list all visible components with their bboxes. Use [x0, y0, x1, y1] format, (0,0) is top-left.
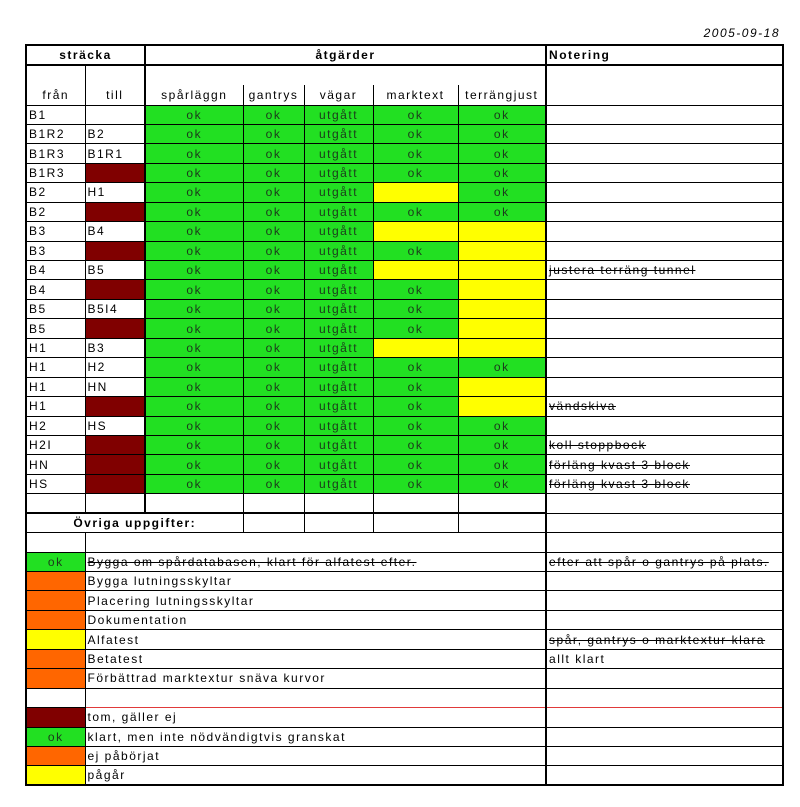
terrain-adjust-cell: ok — [458, 144, 546, 163]
from-cell: H2I — [26, 435, 85, 454]
to-cell: HN — [85, 377, 145, 396]
note-cell — [546, 280, 783, 299]
task-label: Placering lutningsskyltar — [85, 591, 546, 610]
ground-texture-cell: ok — [373, 163, 458, 182]
other-tasks-header-row — [26, 513, 783, 532]
empty-cell — [546, 533, 783, 552]
table-row — [26, 241, 783, 260]
track-laying-cell: ok — [145, 397, 243, 416]
road-cell: utgått — [304, 144, 373, 163]
note-cell — [546, 222, 783, 241]
to-cell: B5 — [85, 261, 145, 280]
column-header-track-laying: spårläggn — [145, 85, 243, 105]
track-laying-cell: ok — [145, 358, 243, 377]
task-row — [26, 552, 783, 571]
legend-row — [26, 708, 783, 727]
road-cell: utgått — [304, 319, 373, 338]
gantry-cell: ok — [243, 435, 304, 454]
legend-swatch — [26, 746, 85, 765]
gantry-cell: ok — [243, 261, 304, 280]
from-cell: B3 — [26, 241, 85, 260]
table-row — [26, 202, 783, 221]
terrain-adjust-cell — [458, 397, 546, 416]
road-cell: utgått — [304, 416, 373, 435]
to-cell — [85, 202, 145, 221]
column-header-terrain-adjust: terrängjust — [458, 85, 546, 105]
road-cell: utgått — [304, 241, 373, 260]
ground-texture-cell: ok — [373, 241, 458, 260]
task-note — [546, 669, 783, 688]
ground-texture-cell — [373, 338, 458, 357]
table-row — [26, 338, 783, 357]
to-cell: HS — [85, 416, 145, 435]
task-label: Bygga om spårdatabasen, klart för alfatest efter. — [85, 552, 546, 571]
section-header-row — [26, 45, 783, 65]
status-swatch — [26, 649, 85, 668]
from-cell: HS — [26, 474, 85, 493]
road-cell: utgått — [304, 163, 373, 182]
from-cell: H1 — [26, 397, 85, 416]
table-row — [26, 319, 783, 338]
track-laying-cell: ok — [145, 144, 243, 163]
track-laying-cell: ok — [145, 105, 243, 124]
task-note: efter att spår o gantrys på plats. — [546, 552, 783, 571]
note-cell — [546, 163, 783, 182]
note-cell — [546, 124, 783, 143]
track-laying-cell: ok — [145, 319, 243, 338]
track-laying-cell: ok — [145, 241, 243, 260]
from-cell: B4 — [26, 280, 85, 299]
gantry-cell: ok — [243, 319, 304, 338]
road-cell: utgått — [304, 474, 373, 493]
legend-label: ej påbörjat — [85, 746, 546, 765]
column-header-from: från — [26, 65, 85, 105]
track-laying-cell: ok — [145, 202, 243, 221]
to-cell — [85, 455, 145, 474]
spacer-row — [26, 494, 783, 513]
to-cell: B5I4 — [85, 299, 145, 318]
empty-cell — [546, 688, 783, 707]
gantry-cell: ok — [243, 202, 304, 221]
track-laying-cell: ok — [145, 261, 243, 280]
table-row — [26, 455, 783, 474]
task-label: Betatest — [85, 649, 546, 668]
empty-cell — [243, 494, 304, 513]
empty-cell — [458, 513, 546, 532]
gantry-cell: ok — [243, 474, 304, 493]
task-note: spår, gantrys o marktextur klara — [546, 630, 783, 649]
table-row — [26, 299, 783, 318]
note-cell — [546, 377, 783, 396]
road-cell: utgått — [304, 299, 373, 318]
from-cell: B1R3 — [26, 163, 85, 182]
note-cell — [546, 183, 783, 202]
task-label: Förbättrad marktextur snäva kurvor — [85, 669, 546, 688]
ground-texture-cell — [373, 222, 458, 241]
note-cell — [546, 338, 783, 357]
ground-texture-cell: ok — [373, 280, 458, 299]
terrain-adjust-cell: ok — [458, 358, 546, 377]
status-swatch — [26, 591, 85, 610]
note-cell: förläng kvast 3 block — [546, 455, 783, 474]
ground-texture-cell: ok — [373, 358, 458, 377]
ground-texture-cell: ok — [373, 202, 458, 221]
legend-row — [26, 746, 783, 765]
empty-cell — [26, 494, 85, 513]
note-cell — [546, 105, 783, 124]
ground-texture-cell: ok — [373, 474, 458, 493]
gantry-cell: ok — [243, 183, 304, 202]
from-cell: B1 — [26, 105, 85, 124]
table-row — [26, 358, 783, 377]
road-cell: utgått — [304, 397, 373, 416]
task-row — [26, 669, 783, 688]
ground-texture-cell: ok — [373, 377, 458, 396]
legend-swatch — [26, 766, 85, 785]
terrain-adjust-cell: ok — [458, 202, 546, 221]
ground-texture-cell: ok — [373, 416, 458, 435]
road-cell: utgått — [304, 105, 373, 124]
to-cell — [85, 241, 145, 260]
track-laying-cell: ok — [145, 435, 243, 454]
to-cell — [85, 435, 145, 454]
legend-label: klart, men inte nödvändigtvis granskat — [85, 727, 546, 746]
empty-cell — [85, 533, 546, 552]
task-row — [26, 591, 783, 610]
gantry-cell: ok — [243, 299, 304, 318]
to-cell — [85, 474, 145, 493]
from-cell: B5 — [26, 319, 85, 338]
road-cell: utgått — [304, 338, 373, 357]
status-swatch — [26, 572, 85, 591]
empty-cell — [26, 688, 85, 707]
legend-swatch: ok — [26, 727, 85, 746]
terrain-adjust-cell — [458, 222, 546, 241]
task-label: Dokumentation — [85, 610, 546, 629]
ground-texture-cell: ok — [373, 144, 458, 163]
legend-swatch — [26, 708, 85, 727]
terrain-adjust-cell: ok — [458, 455, 546, 474]
empty-cell — [546, 494, 783, 513]
track-laying-cell: ok — [145, 222, 243, 241]
task-row — [26, 630, 783, 649]
terrain-adjust-cell — [458, 241, 546, 260]
empty-cell — [546, 513, 783, 532]
to-cell: B4 — [85, 222, 145, 241]
road-cell: utgått — [304, 222, 373, 241]
empty-cell — [85, 688, 546, 707]
gantry-cell: ok — [243, 397, 304, 416]
gantry-cell: ok — [243, 241, 304, 260]
gantry-cell: ok — [243, 222, 304, 241]
from-cell: B1R2 — [26, 124, 85, 143]
terrain-adjust-cell: ok — [458, 105, 546, 124]
gantry-cell: ok — [243, 377, 304, 396]
table-row — [26, 397, 783, 416]
ground-texture-cell: ok — [373, 455, 458, 474]
table-row — [26, 105, 783, 124]
terrain-adjust-cell: ok — [458, 416, 546, 435]
spacer-row — [26, 688, 783, 707]
task-note — [546, 572, 783, 591]
empty-cell — [304, 494, 373, 513]
note-cell — [546, 416, 783, 435]
gantry-cell: ok — [243, 163, 304, 182]
table-row — [26, 474, 783, 493]
status-swatch — [26, 610, 85, 629]
to-cell: H2 — [85, 358, 145, 377]
task-note — [546, 610, 783, 629]
sheet-body — [26, 105, 783, 785]
empty-cell — [458, 494, 546, 513]
terrain-adjust-cell — [458, 261, 546, 280]
track-laying-cell: ok — [145, 280, 243, 299]
table-row — [26, 377, 783, 396]
from-cell: H1 — [26, 338, 85, 357]
to-cell: H1 — [85, 183, 145, 202]
gantry-cell: ok — [243, 338, 304, 357]
road-cell: utgått — [304, 358, 373, 377]
track-laying-cell: ok — [145, 416, 243, 435]
gantry-cell: ok — [243, 144, 304, 163]
gantry-cell: ok — [243, 455, 304, 474]
note-cell: koll stoppbock — [546, 435, 783, 454]
from-cell: B2 — [26, 183, 85, 202]
from-cell: H1 — [26, 358, 85, 377]
road-cell: utgått — [304, 202, 373, 221]
task-note: allt klart — [546, 649, 783, 668]
empty-cell — [85, 494, 145, 513]
task-label: Alfatest — [85, 630, 546, 649]
terrain-adjust-cell — [458, 319, 546, 338]
terrain-adjust-cell: ok — [458, 163, 546, 182]
road-cell: utgått — [304, 377, 373, 396]
road-cell: utgått — [304, 261, 373, 280]
from-cell: B1R3 — [26, 144, 85, 163]
ground-texture-cell — [373, 183, 458, 202]
track-laying-cell: ok — [145, 124, 243, 143]
header-spacer-row — [26, 65, 783, 85]
to-cell: B1R1 — [85, 144, 145, 163]
road-cell: utgått — [304, 183, 373, 202]
header-spacer — [145, 65, 546, 85]
note-cell: vändskiva — [546, 397, 783, 416]
empty-cell — [546, 727, 783, 746]
from-cell: B5 — [26, 299, 85, 318]
column-header-road: vägar — [304, 85, 373, 105]
status-swatch — [26, 630, 85, 649]
empty-cell — [546, 708, 783, 727]
note-cell — [546, 144, 783, 163]
note-cell — [546, 358, 783, 377]
task-row — [26, 649, 783, 668]
other-tasks-heading: Övriga uppgifter: — [26, 513, 243, 532]
track-laying-cell: ok — [145, 183, 243, 202]
note-cell — [546, 319, 783, 338]
legend-label: pågår — [85, 766, 546, 785]
section-header-atgarder: åtgärder — [145, 45, 546, 65]
from-cell: B3 — [26, 222, 85, 241]
task-row — [26, 572, 783, 591]
table-row — [26, 416, 783, 435]
road-cell: utgått — [304, 455, 373, 474]
from-cell: HN — [26, 455, 85, 474]
note-cell: justera terräng tunnel — [546, 261, 783, 280]
empty-cell — [546, 766, 783, 785]
empty-cell — [304, 513, 373, 532]
to-cell: B3 — [85, 338, 145, 357]
table-row — [26, 222, 783, 241]
terrain-adjust-cell: ok — [458, 474, 546, 493]
track-laying-cell: ok — [145, 455, 243, 474]
terrain-adjust-cell — [458, 299, 546, 318]
note-cell — [546, 241, 783, 260]
terrain-adjust-cell — [458, 280, 546, 299]
road-cell: utgått — [304, 435, 373, 454]
ground-texture-cell: ok — [373, 124, 458, 143]
track-laying-cell: ok — [145, 163, 243, 182]
empty-cell — [26, 533, 85, 552]
report-date: 2005-09-18 — [703, 26, 780, 40]
gantry-cell: ok — [243, 416, 304, 435]
terrain-adjust-cell: ok — [458, 183, 546, 202]
ground-texture-cell: ok — [373, 105, 458, 124]
gantry-cell: ok — [243, 358, 304, 377]
note-cell — [546, 299, 783, 318]
status-swatch: ok — [26, 552, 85, 571]
empty-cell — [373, 494, 458, 513]
to-cell — [85, 397, 145, 416]
track-laying-cell: ok — [145, 474, 243, 493]
task-note — [546, 591, 783, 610]
legend-row — [26, 727, 783, 746]
empty-cell — [373, 513, 458, 532]
column-header-to: till — [85, 65, 145, 105]
column-header-gantry: gantrys — [243, 85, 304, 105]
legend-row — [26, 766, 783, 785]
status-swatch — [26, 669, 85, 688]
from-cell: H1 — [26, 377, 85, 396]
section-header-notering: Notering — [546, 45, 783, 65]
from-cell: H2 — [26, 416, 85, 435]
table-row — [26, 435, 783, 454]
ground-texture-cell — [373, 261, 458, 280]
ground-texture-cell: ok — [373, 397, 458, 416]
terrain-adjust-cell: ok — [458, 435, 546, 454]
to-cell: B2 — [85, 124, 145, 143]
table-row — [26, 280, 783, 299]
task-row — [26, 610, 783, 629]
to-cell — [85, 163, 145, 182]
table-row — [26, 144, 783, 163]
table-row — [26, 124, 783, 143]
to-cell — [85, 319, 145, 338]
terrain-adjust-cell: ok — [458, 124, 546, 143]
from-cell: B2 — [26, 202, 85, 221]
legend-label: tom, gäller ej — [85, 708, 546, 727]
empty-cell — [243, 513, 304, 532]
table-row — [26, 163, 783, 182]
from-cell: B4 — [26, 261, 85, 280]
ground-texture-cell: ok — [373, 435, 458, 454]
track-laying-cell: ok — [145, 377, 243, 396]
gantry-cell: ok — [243, 124, 304, 143]
status-sheet — [25, 44, 784, 786]
to-cell — [85, 105, 145, 124]
to-cell — [85, 280, 145, 299]
track-laying-cell: ok — [145, 338, 243, 357]
header-spacer-notes — [546, 65, 783, 105]
column-header-ground-texture: marktext — [373, 85, 458, 105]
table-row — [26, 261, 783, 280]
note-cell — [546, 202, 783, 221]
ground-texture-cell: ok — [373, 319, 458, 338]
track-laying-cell: ok — [145, 299, 243, 318]
spacer-row — [26, 533, 783, 552]
gantry-cell: ok — [243, 280, 304, 299]
road-cell: utgått — [304, 124, 373, 143]
road-cell: utgått — [304, 280, 373, 299]
terrain-adjust-cell — [458, 377, 546, 396]
terrain-adjust-cell — [458, 338, 546, 357]
task-label: Bygga lutningsskyltar — [85, 572, 546, 591]
note-cell: förläng kvast 3 block — [546, 474, 783, 493]
ground-texture-cell: ok — [373, 299, 458, 318]
table-row — [26, 183, 783, 202]
empty-cell — [145, 494, 243, 513]
section-header-stracka: sträcka — [26, 45, 145, 65]
empty-cell — [546, 746, 783, 765]
gantry-cell: ok — [243, 105, 304, 124]
